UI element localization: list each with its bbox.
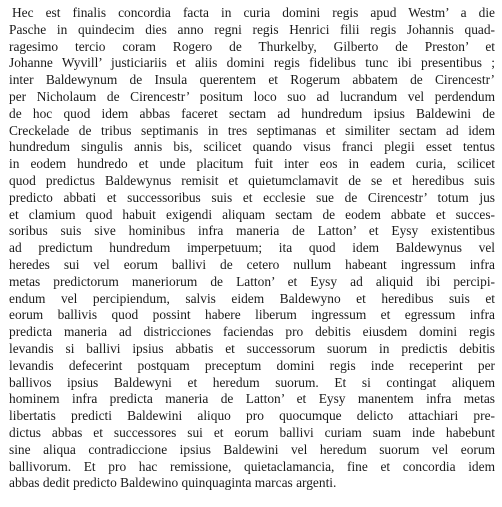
text-line: metas predictorum maneriorum de Latton’ et Eysy ad aliquid ibi percipi- (9, 273, 495, 289)
text-line: ballivos ipsius Baldewyni et heredum suorum. Et si contingat aliquem (9, 374, 495, 390)
text-line: hominem infra predicta maneria de Latton’ et Eysy manentem infra metas (9, 391, 495, 407)
text-line: heredes sui vel eorum ballivi de cetero nullum habeant ingressum infra (9, 256, 495, 272)
text-line: endum vel percipiendum, salvis eidem Baldewyno et heredibus suis et (9, 290, 495, 306)
text-line: eorum ballivis quod possint habere liberum ingressum et egressum infra (9, 307, 495, 323)
text-line: per Nicholaum de Cirencestr’ positum loco suo ad lucrandum vel perdendum (9, 88, 495, 104)
text-line: inter Baldewynum de Insula querentem et Rogerum abbatem de Cirencestr’ (9, 72, 495, 88)
text-line: hundredum singulis annis bis, scilicet quando visus franci plegii esset tentus (9, 139, 495, 155)
text-line: abbas dedit predicto Baldewino quinquaginta marcas argenti. (9, 475, 337, 491)
text-line: levandis defecerint postquam preceptum domini regis inde receperint per (9, 357, 495, 373)
text-line: quod predictus Baldewynus remisit et quietumclamavit de se et heredibus suis (9, 172, 495, 188)
text-line: et clamium quod habuit exigendi aliquam sectam de eodem abbate et succes- (9, 206, 495, 222)
text-line: ballivorum. Et pro hac remissione, quietaclamancia, fine et concordia idem (9, 458, 495, 474)
text-line: Hec est finalis concordia facta in curia domini regis apud Westm’ a die (12, 5, 495, 20)
text-line: ragesimo tercio coram Rogero de Thurkelby, Gilberto de Preston’ et (9, 38, 495, 54)
text-line: levandis si ballivi ipsius abbatis et successorum suorum in predictis debitis (9, 340, 495, 356)
text-line: predicto abbati et successoribus suis et ecclesie sue de Cirencestr’ totum jus (9, 189, 495, 205)
text-line: de hoc quod idem abbas faceret sectam ad hundredum ipsius Baldewini de (9, 105, 495, 121)
text-line: predicta maneria ad districciones faciendas pro debitis eiusdem domini regis (9, 324, 495, 340)
text-line: libertatis predicti Baldewini aliquo pro quocumque delicto attachiari pre- (9, 408, 495, 424)
text-line: Johanne Wyvill’ justiciariis et aliis domini regis fidelibus tunc ibi presentibus ; (9, 55, 495, 71)
text-line: soribus suis sive hominibus infra maneria de Latton’ et Eysy existentibus (9, 223, 495, 239)
text-line: dictus abbas et successores sui et eorum ballivi curiam suam inde habebunt (9, 424, 495, 440)
text-line: ad predictum hundredum imperpetuum; ita quod idem Baldewynus vel (9, 240, 495, 256)
document-body (9, 5, 495, 492)
text-line: sine aliqua contradiccione ipsius Baldewini vel heredum suorum vel eorum (9, 441, 495, 457)
text-line: Creckelade de tribus septimanis in tres septimanas et similiter sectam ad idem (9, 122, 495, 138)
text-line: in eodem hundredo et unde placitum fuit inter eos in eadem curia, scilicet (9, 156, 495, 172)
text-line: Pasche in quindecim dies anno regni regis Henrici filii regis Johannis quad- (9, 21, 495, 37)
